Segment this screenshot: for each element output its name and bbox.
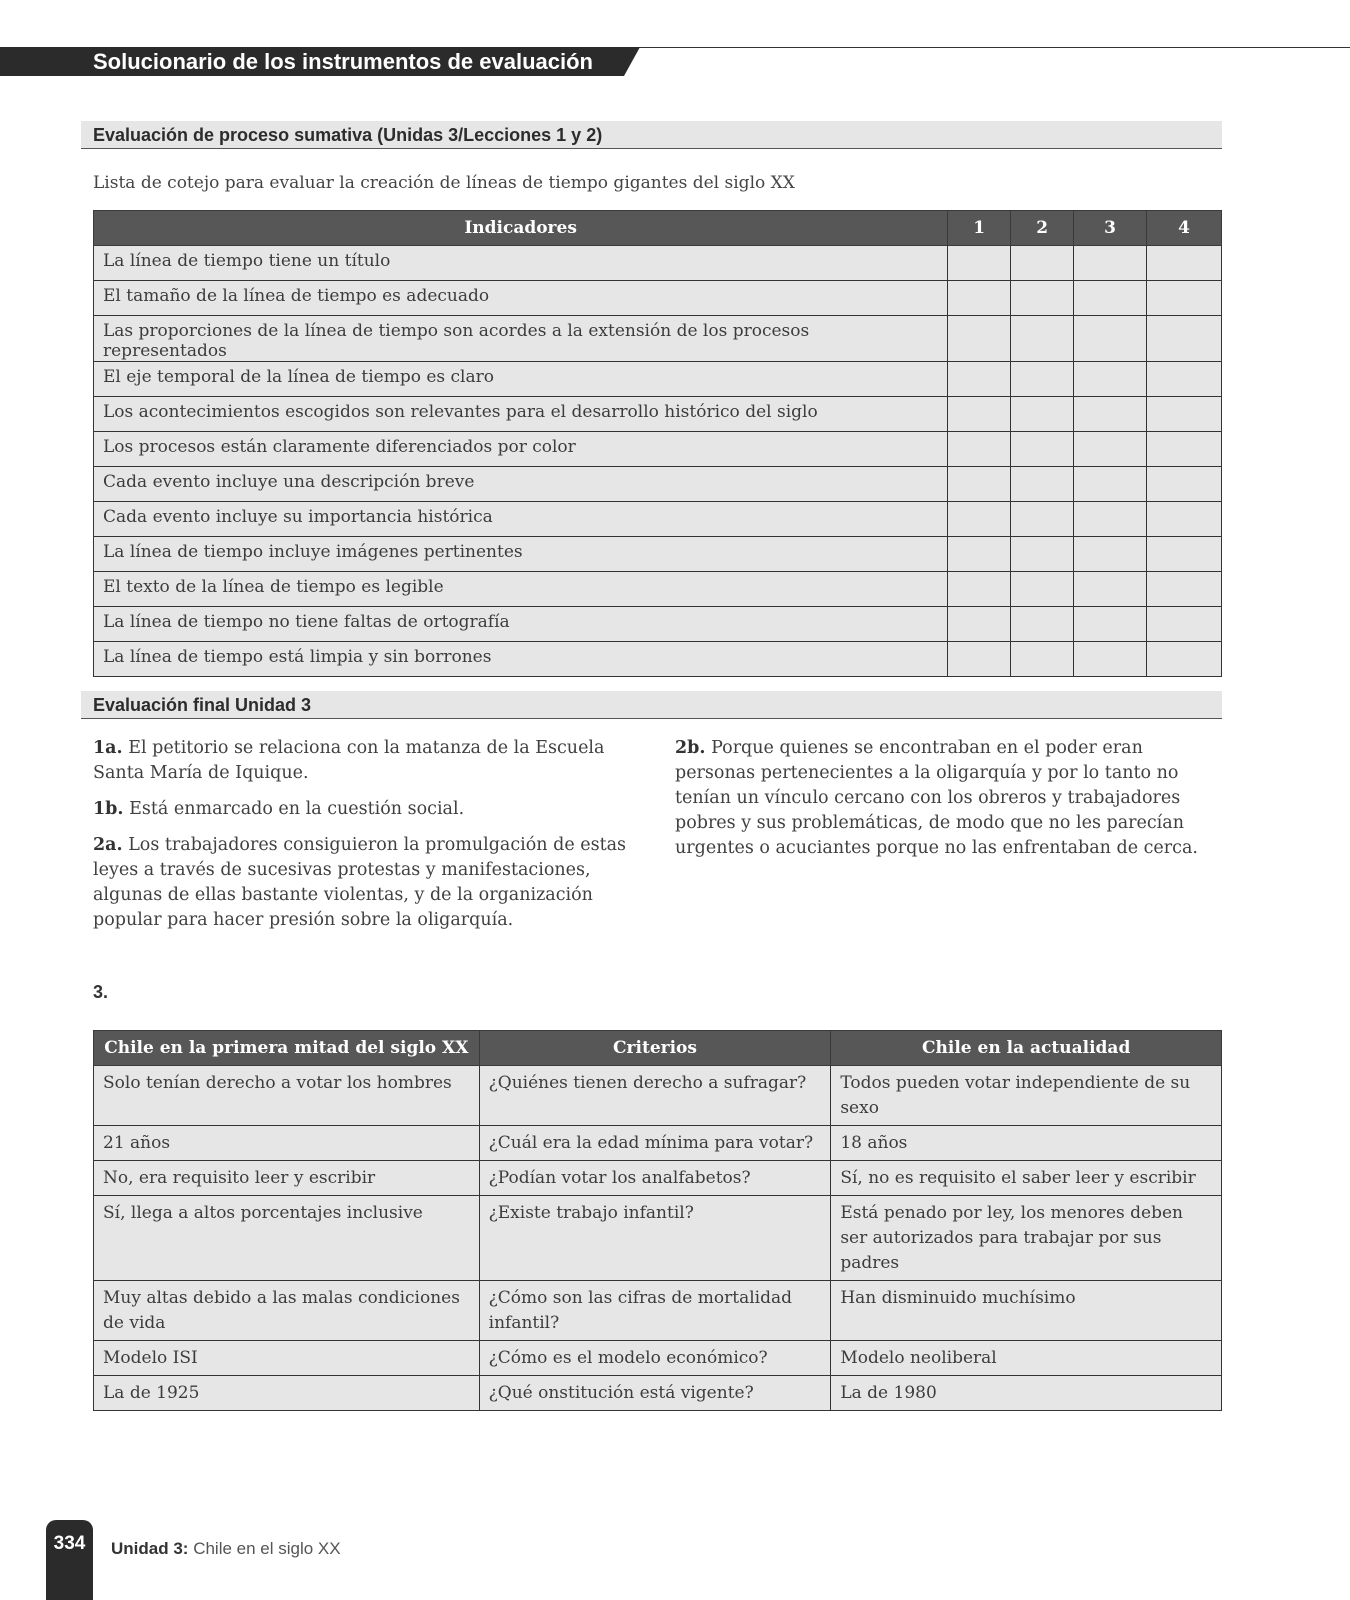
table-row: [94, 642, 1222, 677]
section-heading-process-evaluation: Evaluación de proceso sumativa (Unidas 3/Lecciones 1 y 2): [81, 121, 1222, 149]
indicator-text: La línea de tiempo tiene un título: [94, 246, 948, 281]
table-row: [94, 467, 1222, 502]
answers-right-column: [675, 736, 1220, 872]
check-cell[interactable]: [1074, 281, 1147, 316]
check-cell[interactable]: [1147, 281, 1222, 316]
table-row: [94, 502, 1222, 537]
check-cell[interactable]: [948, 502, 1011, 537]
check-cell[interactable]: [1011, 607, 1074, 642]
check-cell[interactable]: [948, 432, 1011, 467]
table-row: [94, 1281, 1222, 1341]
check-cell[interactable]: [948, 281, 1011, 316]
indicator-text: Los procesos están claramente diferenciados por color: [94, 432, 948, 467]
past-cell: Modelo ISI: [94, 1341, 480, 1376]
indicator-text: La línea de tiempo incluye imágenes pertinentes: [94, 537, 948, 572]
check-cell[interactable]: [1011, 281, 1074, 316]
check-cell[interactable]: [1074, 397, 1147, 432]
checklist-header-row: [94, 211, 1222, 246]
checklist-caption: Lista de cotejo para evaluar la creación de líneas de tiempo gigantes del siglo XX: [93, 173, 795, 193]
answer-1a-text: El petitorio se relaciona con la matanza de la Escuela Santa María de Iquique.: [93, 738, 605, 783]
check-cell[interactable]: [1011, 642, 1074, 677]
answer-2a-label: 2a.: [93, 835, 123, 855]
check-cell[interactable]: [1147, 246, 1222, 281]
answer-2b-text: Porque quienes se encontraban en el poder eran personas pertenecientes a la oligarquía y por lo tanto no tenían un vínculo cercano con los obreros y trabajadores pobres y sus problemáticas, de modo que no les parecían urgentes o acuciantes porque no las enfrentaban de cerca.: [675, 738, 1198, 858]
table-row: [94, 607, 1222, 642]
check-cell[interactable]: [1147, 316, 1222, 362]
check-cell[interactable]: [1074, 316, 1147, 362]
footer-unit: [111, 1539, 341, 1559]
question-3-label: 3.: [93, 982, 109, 1002]
criteria-cell: ¿Quiénes tienen derecho a sufragar?: [479, 1066, 831, 1126]
page-number: 334: [53, 1533, 86, 1554]
criteria-cell: ¿Cuál era la edad mínima para votar?: [479, 1126, 831, 1161]
answer-1a: [93, 736, 653, 786]
answer-2b-label: 2b.: [675, 738, 706, 758]
footer-unit-label: Unidad 3:: [111, 1539, 189, 1558]
header-level-1: 1: [948, 211, 1011, 246]
check-cell[interactable]: [948, 572, 1011, 607]
table-row: [94, 432, 1222, 467]
table-row: [94, 1066, 1222, 1126]
answer-1a-label: 1a.: [93, 738, 123, 758]
header-level-2: 2: [1011, 211, 1074, 246]
check-cell[interactable]: [1011, 432, 1074, 467]
section-heading-final-evaluation: Evaluación final Unidad 3: [81, 691, 1222, 719]
check-cell[interactable]: [1074, 467, 1147, 502]
check-cell[interactable]: [1147, 642, 1222, 677]
check-cell[interactable]: [1074, 246, 1147, 281]
header-level-4: 4: [1147, 211, 1222, 246]
check-cell[interactable]: [948, 246, 1011, 281]
check-cell[interactable]: [1011, 502, 1074, 537]
comparison-header-row: [94, 1031, 1222, 1066]
check-cell[interactable]: [1074, 502, 1147, 537]
present-cell: La de 1980: [831, 1376, 1222, 1411]
table-row: [94, 1161, 1222, 1196]
indicator-text: El eje temporal de la línea de tiempo es claro: [94, 362, 948, 397]
criteria-cell: ¿Existe trabajo infantil?: [479, 1196, 831, 1281]
checklist-table: [93, 210, 1222, 677]
answer-1b-text: Está enmarcado en la cuestión social.: [129, 799, 465, 819]
check-cell[interactable]: [1147, 607, 1222, 642]
check-cell[interactable]: [1011, 572, 1074, 607]
check-cell[interactable]: [1074, 362, 1147, 397]
indicator-text: El texto de la línea de tiempo es legible: [94, 572, 948, 607]
header-rule: [620, 47, 1350, 48]
check-cell[interactable]: [1147, 502, 1222, 537]
table-row: [94, 1196, 1222, 1281]
header-level-3: 3: [1074, 211, 1147, 246]
check-cell[interactable]: [1147, 432, 1222, 467]
table-row: [94, 281, 1222, 316]
check-cell[interactable]: [1147, 572, 1222, 607]
check-cell[interactable]: [948, 537, 1011, 572]
header-indicadores: Indicadores: [94, 211, 948, 246]
check-cell[interactable]: [1074, 432, 1147, 467]
indicator-text: La línea de tiempo no tiene faltas de ortografía: [94, 607, 948, 642]
present-cell: Está penado por ley, los menores deben ser autorizados para trabajar por sus padres: [831, 1196, 1222, 1281]
check-cell[interactable]: [948, 607, 1011, 642]
past-cell: Solo tenían derecho a votar los hombres: [94, 1066, 480, 1126]
check-cell[interactable]: [1011, 316, 1074, 362]
present-cell: Modelo neoliberal: [831, 1341, 1222, 1376]
check-cell[interactable]: [948, 397, 1011, 432]
check-cell[interactable]: [1074, 642, 1147, 677]
check-cell[interactable]: [1011, 537, 1074, 572]
check-cell[interactable]: [948, 642, 1011, 677]
criteria-cell: ¿Qué onstitución está vigente?: [479, 1376, 831, 1411]
table-row: [94, 1341, 1222, 1376]
past-cell: Muy altas debido a las malas condiciones de vida: [94, 1281, 480, 1341]
comparison-table: [93, 1030, 1222, 1411]
present-cell: Todos pueden votar independiente de su sexo: [831, 1066, 1222, 1126]
check-cell[interactable]: [1147, 467, 1222, 502]
answer-1b: [93, 797, 653, 822]
table-row: [94, 537, 1222, 572]
criteria-cell: ¿Podían votar los analfabetos?: [479, 1161, 831, 1196]
header-past: Chile en la primera mitad del siglo XX: [94, 1031, 480, 1066]
page-number-tab: [46, 1520, 93, 1600]
indicator-text: Cada evento incluye una descripción breve: [94, 467, 948, 502]
check-cell[interactable]: [1074, 537, 1147, 572]
past-cell: 21 años: [94, 1126, 480, 1161]
table-row: [94, 316, 1222, 362]
past-cell: No, era requisito leer y escribir: [94, 1161, 480, 1196]
indicator-text: Los acontecimientos escogidos son relevantes para el desarrollo histórico del siglo: [94, 397, 948, 432]
table-row: [94, 362, 1222, 397]
check-cell[interactable]: [1011, 246, 1074, 281]
criteria-cell: ¿Cómo son las cifras de mortalidad infantil?: [479, 1281, 831, 1341]
check-cell[interactable]: [948, 362, 1011, 397]
table-row: [94, 1376, 1222, 1411]
check-cell[interactable]: [948, 316, 1011, 362]
check-cell[interactable]: [1074, 607, 1147, 642]
header-criteria: Criterios: [479, 1031, 831, 1066]
check-cell[interactable]: [1011, 362, 1074, 397]
present-cell: Han disminuido muchísimo: [831, 1281, 1222, 1341]
criteria-cell: ¿Cómo es el modelo económico?: [479, 1341, 831, 1376]
present-cell: Sí, no es requisito el saber leer y escribir: [831, 1161, 1222, 1196]
check-cell[interactable]: [1147, 397, 1222, 432]
check-cell[interactable]: [1147, 537, 1222, 572]
answer-2a: [93, 833, 653, 933]
header-present: Chile en la actualidad: [831, 1031, 1222, 1066]
past-cell: Sí, llega a altos porcentajes inclusive: [94, 1196, 480, 1281]
table-row: [94, 1126, 1222, 1161]
table-row: [94, 572, 1222, 607]
answer-2b: [675, 736, 1220, 861]
check-cell[interactable]: [948, 467, 1011, 502]
table-row: [94, 397, 1222, 432]
check-cell[interactable]: [1074, 572, 1147, 607]
indicator-text: La línea de tiempo está limpia y sin borrones: [94, 642, 948, 677]
indicator-text: Las proporciones de la línea de tiempo son acordes a la extensión de los procesos representados: [94, 316, 948, 362]
indicator-text: El tamaño de la línea de tiempo es adecuado: [94, 281, 948, 316]
check-cell[interactable]: [1011, 397, 1074, 432]
check-cell[interactable]: [1011, 467, 1074, 502]
answer-2a-text: Los trabajadores consiguieron la promulgación de estas leyes a través de sucesivas protestas y manifestaciones, algunas de ellas bastante violentas, y de la organización popular para hacer presión sobre la oligarquía.: [93, 835, 627, 930]
answers-left-column: [93, 736, 653, 944]
table-row: [94, 246, 1222, 281]
check-cell[interactable]: [1147, 362, 1222, 397]
footer-unit-title: Chile en el siglo XX: [193, 1539, 341, 1558]
indicator-text: Cada evento incluye su importancia histórica: [94, 502, 948, 537]
answer-1b-label: 1b.: [93, 799, 124, 819]
page-header-title: Solucionario de los instrumentos de evaluación: [93, 49, 593, 74]
past-cell: La de 1925: [94, 1376, 480, 1411]
present-cell: 18 años: [831, 1126, 1222, 1161]
